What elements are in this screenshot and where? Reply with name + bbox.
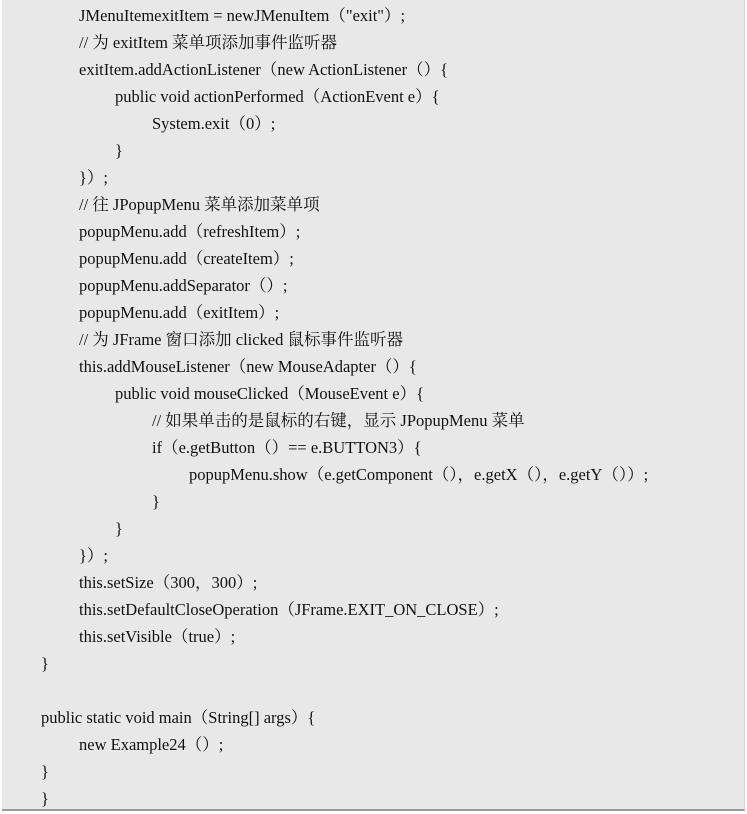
code-line: }）;: [79, 168, 109, 187]
code-lines: [2, 2, 744, 812]
code-line: popupMenu.add（createItem）;: [79, 249, 294, 268]
code-comment-line: // 往 JPopupMenu 菜单添加菜单项: [79, 195, 320, 214]
code-line: System.exit（0）;: [152, 114, 276, 133]
code-line: }: [41, 762, 49, 781]
code-line: public void actionPerformed（ActionEvent e）{: [115, 87, 440, 106]
code-line: popupMenu.add（exitItem）;: [79, 303, 280, 322]
code-line: }: [115, 519, 123, 538]
code-line: exitItem.addActionListener（new ActionListener（）{: [79, 60, 448, 79]
code-line: }）;: [79, 546, 109, 565]
code-line: this.setDefaultCloseOperation（JFrame.EXIT_ON_CLOSE）;: [79, 600, 499, 619]
code-listing-panel: [2, 0, 745, 811]
code-line: }: [41, 789, 49, 808]
code-line: popupMenu.add（refreshItem）;: [79, 222, 301, 241]
code-line: }: [115, 141, 123, 160]
code-comment-line: // 为 exitItem 菜单项添加事件监听器: [79, 33, 338, 52]
code-line: JMenuItemexitItem = newJMenuItem（"exit"）;: [79, 6, 406, 25]
code-line: public static void main（String[] args）{: [41, 708, 316, 727]
code-line: }: [41, 654, 49, 673]
code-comment-line: // 为 JFrame 窗口添加 clicked 鼠标事件监听器: [79, 330, 404, 349]
code-line: this.addMouseListener（new MouseAdapter（）{: [79, 357, 417, 376]
code-line: public void mouseClicked（MouseEvent e）{: [115, 384, 424, 403]
code-line: this.setSize（300，300）;: [79, 573, 258, 592]
code-line: new Example24（）;: [79, 735, 224, 754]
code-line: popupMenu.addSeparator（）;: [79, 276, 288, 295]
code-line: popupMenu.show（e.getComponent（），e.getX（），e.getY（））;: [189, 465, 649, 484]
code-comment-line: // 如果单击的是鼠标的右键，显示 JPopupMenu 菜单: [152, 411, 525, 430]
code-line: this.setVisible（true）;: [79, 627, 236, 646]
code-line: }: [152, 492, 160, 511]
blank-line: [2, 677, 744, 704]
code-line: if（e.getButton（）== e.BUTTON3）{: [152, 438, 422, 457]
